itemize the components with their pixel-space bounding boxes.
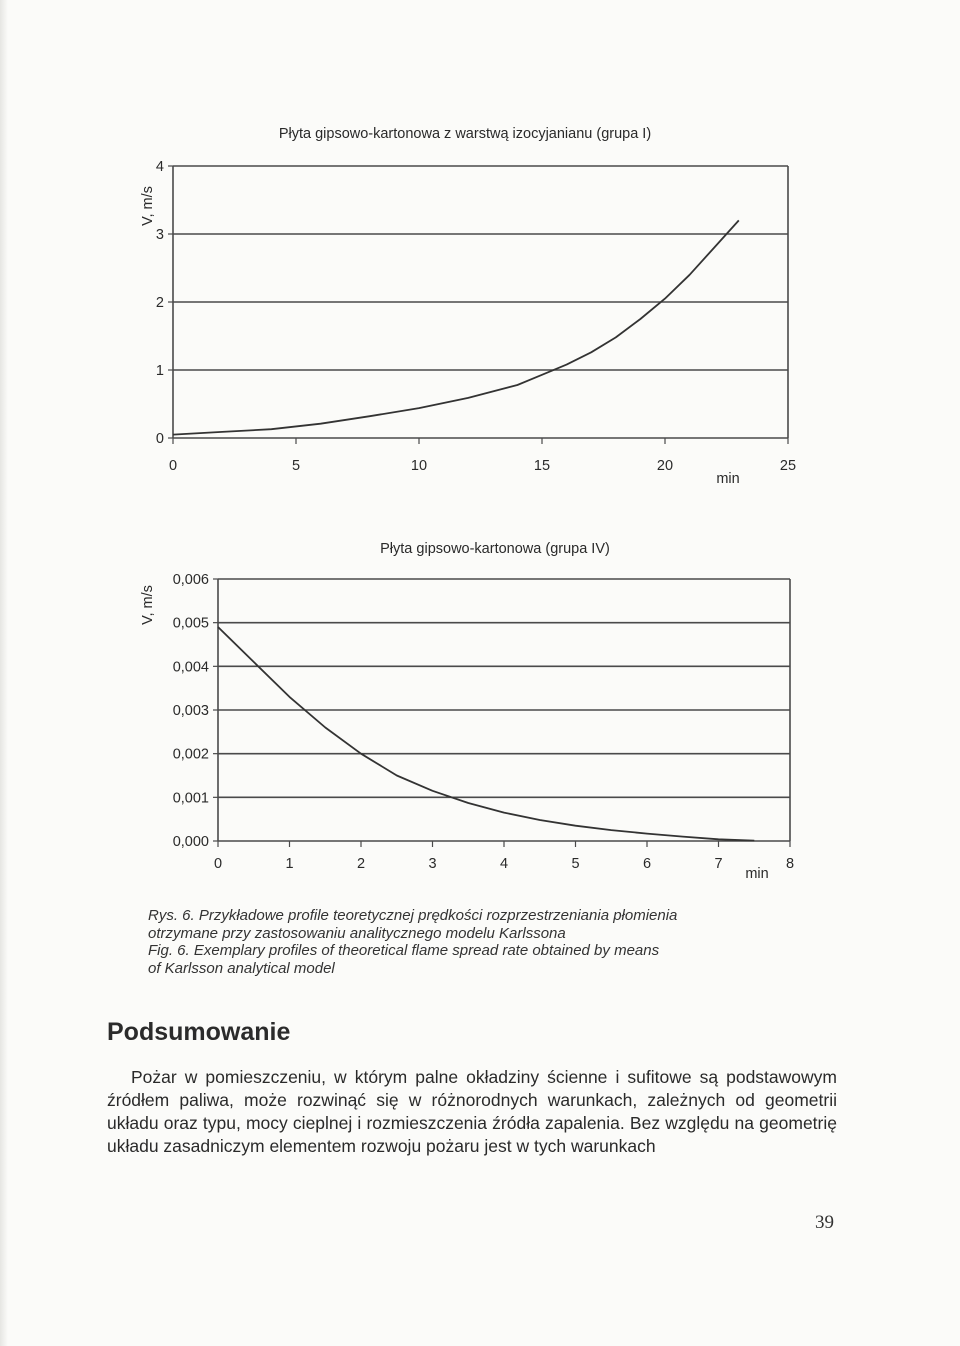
chart-1-y-tick-label: 4 [155,159,164,175]
chart-1-y-tick-label: 0 [155,431,164,447]
chart-group-iv [0,525,960,885]
chart-2-y-tick-label: 0,002 [172,746,209,763]
chart-1-x-tick-label: 15 [533,458,551,474]
chart-1-x-tick-label: 5 [291,458,301,474]
chart-1-x-tick-label: 25 [779,458,797,474]
chart-1-x-tick-label: 10 [410,458,428,474]
chart-2-x-tick-label: 0 [213,856,223,872]
chart-2-x-tick-label: 3 [428,856,437,872]
chart-1-y-tick-label: 2 [155,295,164,311]
chart-2-x-tick-label: 8 [785,856,795,872]
chart-2-y-tick-label: 0,005 [172,615,209,632]
chart-1-x-tick-label: 20 [656,458,674,474]
chart-group-i [0,110,960,495]
chart-2-x-tick-label: 6 [642,856,652,872]
chart-2-series-line [218,627,754,841]
chart-2-y-tick-label: 0,006 [172,572,209,588]
chart-2-x-tick-label: 4 [499,856,509,872]
chart-2-y-tick-label: 0,003 [172,703,209,719]
chart-2-x-tick-label: 1 [285,856,294,872]
figure-caption [148,907,788,977]
chart-2-x-tick-label: 5 [571,856,580,872]
section-heading: Podsumowanie [107,1018,291,1046]
chart-2-title: Płyta gipsowo-kartonowa (grupa IV) [380,541,610,557]
chart-1-y-axis-label: V, m/s [140,186,156,226]
chart-2-y-axis-label: V, m/s [140,585,156,625]
chart-1-x-axis-label: min [716,471,740,487]
chart-2-x-axis-label: min [745,866,769,882]
chart-1-title: Płyta gipsowo-kartonowa z warstwą izocyjanianu (grupa I) [278,126,652,142]
caption-line-en-1: Fig. 6. Exemplary profiles of theoretical flame spread rate obtained by means [148,942,660,959]
chart-1-x-tick-label: 0 [168,458,178,474]
caption-line-en-2: of Karlsson analytical model [148,959,335,977]
chart-2-x-tick-label: 2 [356,856,366,872]
chart-2-y-tick-label: 0,001 [172,790,209,807]
chart-1-y-tick-label: 1 [155,363,164,379]
caption-line-pl-2: otrzymane przy zastosowaniu analitycznego modelu Karlssona [148,924,566,942]
chart-2-x-tick-label: 7 [714,856,723,872]
caption-line-pl-1: Rys. 6. Przykładowe profile teoretycznej prędkości rozprzestrzeniania płomienia [148,907,678,924]
chart-2-y-tick-label: 0,000 [172,834,209,850]
chart-1-series-line [173,220,739,434]
chart-1-y-tick-label: 3 [155,227,164,243]
chart-2-y-tick-label: 0,004 [172,659,209,676]
page-number: 39 [815,1212,834,1233]
body-paragraph: Pożar w pomieszczeniu, w którym palne okładziny ścienne i sufitowe są podstawowym źródłem paliwa, może rozwinąć się w różnorodnych warunkach, zależnych od geometrii układu oraz typu, mocy cieplnej i rozmieszczenia źródła zapalenia. Bez względu na geometrię układu zasadniczym elementem rozwoju pożaru jest w tych warunkach [107,1067,837,1156]
